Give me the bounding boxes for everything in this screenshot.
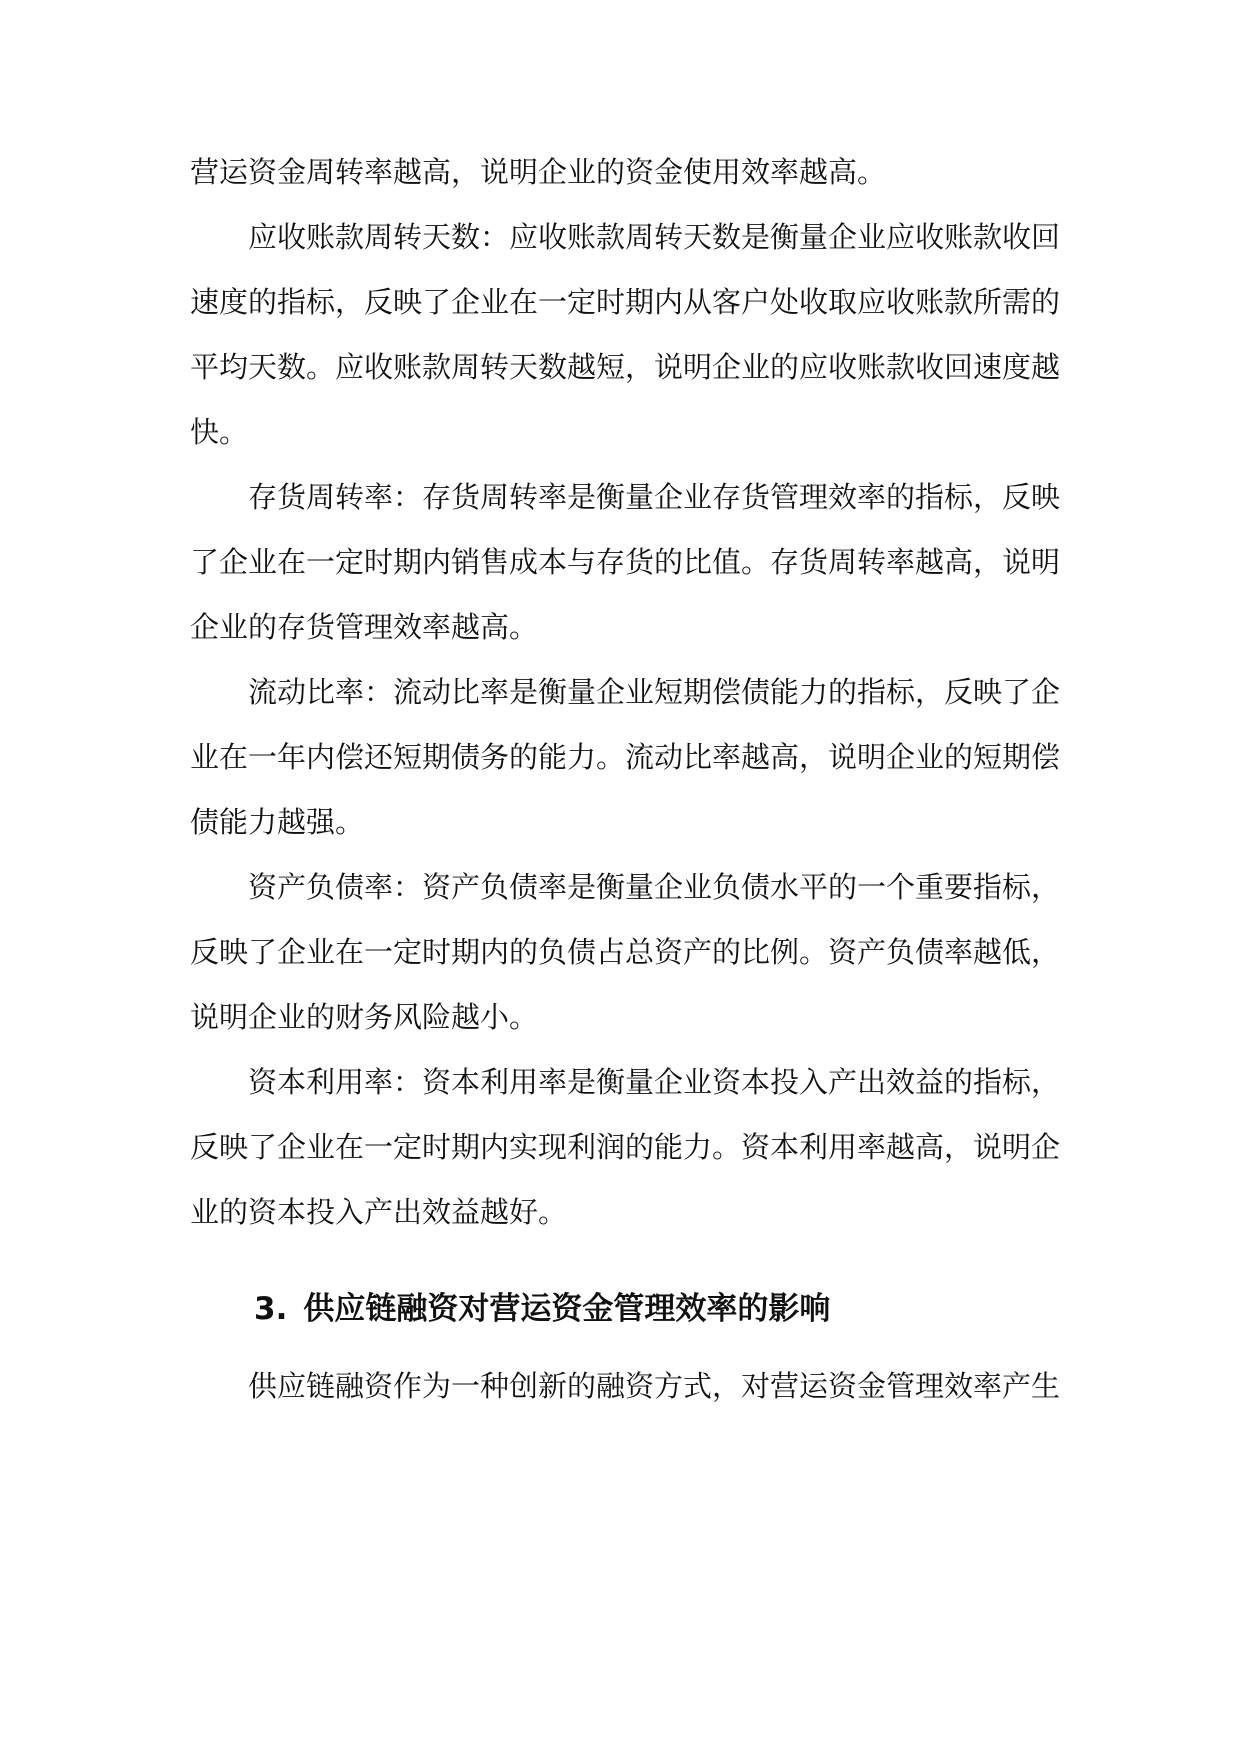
paragraph-receivable-days: 应收账款周转天数：应收账款周转天数是衡量企业应收账款收回速度的指标，反映了企业在一定时期内从客户处收取应收账款所需的平均天数。应收账款周转天数越短，说明企业的应收账款收回速度越快。	[190, 220, 1061, 449]
paragraph-capital-utilization: 资本利用率：资本利用率是衡量企业资本投入产出效益的指标，反映了企业在一定时期内实现利润的能力。资本利用率越高，说明企业的资本投入产出效益越好。	[190, 1065, 1061, 1229]
paragraph-current-ratio: 流动比率：流动比率是衡量企业短期偿债能力的指标，反映了企业在一年内偿还短期债务的能力。流动比率越高，说明企业的短期偿债能力越强。	[190, 675, 1061, 839]
section-heading	[254, 1277, 1060, 1342]
section-number: 3.	[254, 1291, 288, 1327]
paragraph-inventory-turnover: 存货周转率：存货周转率是衡量企业存货管理效率的指标，反映了企业在一定时期内销售成本与存货的比值。存货周转率越高，说明企业的存货管理效率越高。	[190, 480, 1061, 644]
section-title: 供应链融资对营运资金管理效率的影响	[303, 1291, 831, 1327]
document-page	[190, 140, 1060, 1419]
paragraph-turnover-conclusion: 营运资金周转率越高，说明企业的资金使用效率越高。	[190, 155, 887, 189]
paragraph-supply-chain-intro: 供应链融资作为一种创新的融资方式，对营运资金管理效率产生	[248, 1369, 1061, 1403]
paragraph-debt-ratio: 资产负债率：资产负债率是衡量企业负债水平的一个重要指标，反映了企业在一定时期内的负债占总资产的比例。资产负债率越低，说明企业的财务风险越小。	[190, 870, 1061, 1034]
